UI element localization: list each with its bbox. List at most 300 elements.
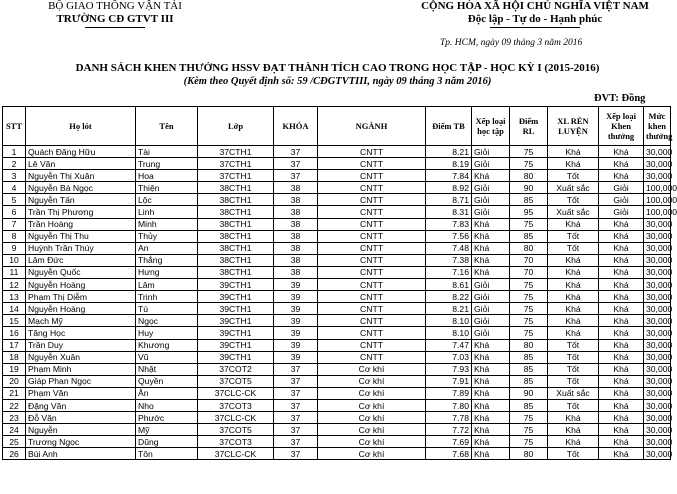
cell-stt: 10 bbox=[3, 254, 26, 266]
cell-conduct-score: 75 bbox=[510, 146, 548, 158]
cell-class: 38CTH1 bbox=[198, 254, 274, 266]
cell-academic-rank: Giỏi bbox=[472, 315, 510, 327]
cell-award-rank: Khá bbox=[599, 399, 644, 411]
nation-motto: Độc lập - Tự do - Hạnh phúc bbox=[467, 13, 603, 25]
cell-gpa: 8.10 bbox=[426, 327, 472, 339]
cell-academic-rank: Khá bbox=[472, 254, 510, 266]
cell-conduct-rank: Tốt bbox=[548, 375, 599, 387]
cell-class: 38CTH1 bbox=[198, 242, 274, 254]
cell-class: 38CTH1 bbox=[198, 230, 274, 242]
column-header: NGÀNH bbox=[318, 107, 426, 146]
cell-academic-rank: Khá bbox=[472, 242, 510, 254]
cell-surname: Nguyễn Bá Ngọc bbox=[26, 182, 136, 194]
cell-conduct-score: 75 bbox=[510, 436, 548, 448]
cell-award-rank: Khá bbox=[599, 387, 644, 399]
cell-stt: 25 bbox=[3, 436, 26, 448]
cell-major: Cơ khí bbox=[318, 363, 426, 375]
cell-conduct-rank: Khá bbox=[548, 266, 599, 278]
nation-name: CỘNG HÒA XÃ HỘI CHỦ NGHĨA VIỆT NAM bbox=[421, 0, 649, 12]
cell-conduct-score: 75 bbox=[510, 327, 548, 339]
document-title: DANH SÁCH KHEN THƯỞNG HSSV ĐẠT THÀNH TÍCH CAO TRONG HỌC TẬP - HỌC KỲ I (2015-2016) bbox=[75, 62, 600, 74]
cell-award-amount: 30,000 bbox=[644, 436, 671, 448]
cell-class: 39CTH1 bbox=[198, 315, 274, 327]
cell-stt: 22 bbox=[3, 399, 26, 411]
cell-class: 37CTH1 bbox=[198, 158, 274, 170]
cell-academic-rank: Giỏi bbox=[472, 182, 510, 194]
cell-award-amount: 30,000 bbox=[644, 158, 671, 170]
cell-academic-rank: Giỏi bbox=[472, 303, 510, 315]
cell-surname: Nguyễn Hoàng bbox=[26, 279, 136, 291]
nation-block bbox=[415, 0, 655, 28]
cell-major: Cơ khí bbox=[318, 387, 426, 399]
award-table bbox=[2, 106, 677, 460]
cell-conduct-rank: Khá bbox=[548, 254, 599, 266]
cell-conduct-rank: Khá bbox=[548, 146, 599, 158]
cell-award-amount: 30,000 bbox=[644, 448, 671, 460]
cell-academic-rank: Khá bbox=[472, 448, 510, 460]
cell-award-amount: 100,000 bbox=[644, 206, 671, 218]
ministry-name: BỘ GIAO THÔNG VẬN TẢI bbox=[48, 0, 182, 12]
column-header: Lớp bbox=[198, 107, 274, 146]
table-row bbox=[3, 291, 671, 303]
currency-unit: ĐVT: Đồng bbox=[594, 93, 646, 104]
cell-major: CNTT bbox=[318, 327, 426, 339]
cell-surname: Trần Duy bbox=[26, 339, 136, 351]
cell-award-rank: Khá bbox=[599, 242, 644, 254]
cell-conduct-score: 90 bbox=[510, 182, 548, 194]
cell-class: 37COT3 bbox=[198, 399, 274, 411]
table-row bbox=[3, 375, 671, 387]
cell-conduct-rank: Khá bbox=[548, 412, 599, 424]
cell-academic-rank: Khá bbox=[472, 218, 510, 230]
cell-gpa: 7.56 bbox=[426, 230, 472, 242]
cell-class: 39CTH1 bbox=[198, 351, 274, 363]
cell-conduct-rank: Tốt bbox=[548, 399, 599, 411]
cell-award-amount: 30,000 bbox=[644, 375, 671, 387]
cell-stt: 3 bbox=[3, 170, 26, 182]
cell-cohort: 37 bbox=[274, 424, 318, 436]
cell-given-name: Hoa bbox=[136, 170, 198, 182]
cell-award-rank: Khá bbox=[599, 351, 644, 363]
cell-academic-rank: Giỏi bbox=[472, 291, 510, 303]
cell-award-amount: 30,000 bbox=[644, 170, 671, 182]
column-header: Mức khen thưởng bbox=[644, 107, 671, 146]
cell-conduct-score: 70 bbox=[510, 266, 548, 278]
cell-conduct-rank: Khá bbox=[548, 218, 599, 230]
table-row bbox=[3, 436, 671, 448]
cell-major: CNTT bbox=[318, 315, 426, 327]
cell-given-name: Trung bbox=[136, 158, 198, 170]
cell-class: 37CLC-CK bbox=[198, 412, 274, 424]
table-row bbox=[3, 158, 671, 170]
cell-award-rank: Khá bbox=[599, 363, 644, 375]
cell-conduct-rank: Tốt bbox=[548, 170, 599, 182]
cell-major: CNTT bbox=[318, 218, 426, 230]
cell-surname: Trương Ngọc bbox=[26, 436, 136, 448]
cell-award-rank: Khá bbox=[599, 146, 644, 158]
cell-surname: Nguyễn Quốc bbox=[26, 266, 136, 278]
cell-cohort: 39 bbox=[274, 351, 318, 363]
cell-given-name: Vũ bbox=[136, 351, 198, 363]
cell-class: 38CTH1 bbox=[198, 194, 274, 206]
cell-stt: 23 bbox=[3, 412, 26, 424]
cell-cohort: 38 bbox=[274, 182, 318, 194]
cell-award-amount: 30,000 bbox=[644, 303, 671, 315]
cell-surname: Nguyễn Xuân bbox=[26, 351, 136, 363]
cell-major: CNTT bbox=[318, 146, 426, 158]
cell-major: CNTT bbox=[318, 242, 426, 254]
cell-given-name: Lâm bbox=[136, 279, 198, 291]
cell-major: CNTT bbox=[318, 339, 426, 351]
cell-award-amount: 30,000 bbox=[644, 399, 671, 411]
cell-award-amount: 30,000 bbox=[644, 339, 671, 351]
cell-gpa: 7.48 bbox=[426, 242, 472, 254]
cell-stt: 18 bbox=[3, 351, 26, 363]
table-row bbox=[3, 194, 671, 206]
cell-surname: Phạm Minh bbox=[26, 363, 136, 375]
cell-conduct-rank: Tốt bbox=[548, 363, 599, 375]
cell-conduct-score: 75 bbox=[510, 279, 548, 291]
cell-award-amount: 30,000 bbox=[644, 424, 671, 436]
cell-surname: Trần Hoàng bbox=[26, 218, 136, 230]
dateline: Tp. HCM, ngày 09 tháng 3 năm 2016 bbox=[440, 38, 583, 48]
cell-cohort: 37 bbox=[274, 399, 318, 411]
cell-major: CNTT bbox=[318, 266, 426, 278]
cell-academic-rank: Giỏi bbox=[472, 158, 510, 170]
cell-stt: 24 bbox=[3, 424, 26, 436]
cell-stt: 2 bbox=[3, 158, 26, 170]
cell-award-amount: 30,000 bbox=[644, 387, 671, 399]
document-subtitle: (Kèm theo Quyết định số: 59 /CĐGTVTIII, ngày 09 tháng 3 năm 2016) bbox=[183, 76, 492, 87]
cell-cohort: 38 bbox=[274, 230, 318, 242]
table-row bbox=[3, 266, 671, 278]
table-row bbox=[3, 399, 671, 411]
cell-surname: Đặng Văn bbox=[26, 399, 136, 411]
cell-major: CNTT bbox=[318, 291, 426, 303]
cell-cohort: 39 bbox=[274, 315, 318, 327]
table-row bbox=[3, 315, 671, 327]
cell-gpa: 7.47 bbox=[426, 339, 472, 351]
cell-academic-rank: Khá bbox=[472, 351, 510, 363]
table-row bbox=[3, 242, 671, 254]
cell-given-name: Trinh bbox=[136, 291, 198, 303]
cell-major: CNTT bbox=[318, 303, 426, 315]
cell-surname: Trần Thị Phương bbox=[26, 206, 136, 218]
cell-class: 37COT2 bbox=[198, 363, 274, 375]
cell-given-name: Lộc bbox=[136, 194, 198, 206]
cell-gpa: 8.71 bbox=[426, 194, 472, 206]
cell-award-rank: Khá bbox=[599, 254, 644, 266]
cell-gpa: 7.72 bbox=[426, 424, 472, 436]
cell-award-rank: Khá bbox=[599, 291, 644, 303]
cell-academic-rank: Khá bbox=[472, 339, 510, 351]
cell-conduct-score: 80 bbox=[510, 242, 548, 254]
cell-class: 38CTH1 bbox=[198, 218, 274, 230]
cell-class: 38CTH1 bbox=[198, 206, 274, 218]
cell-academic-rank: Khá bbox=[472, 375, 510, 387]
cell-conduct-score: 80 bbox=[510, 448, 548, 460]
column-header: Điểm RL bbox=[510, 107, 548, 146]
cell-surname: Huỳnh Trần Thúy bbox=[26, 242, 136, 254]
cell-given-name: Ngọc bbox=[136, 315, 198, 327]
cell-major: CNTT bbox=[318, 170, 426, 182]
cell-surname: Nguyễn bbox=[26, 424, 136, 436]
cell-gpa: 7.78 bbox=[426, 412, 472, 424]
cell-surname: Phạm Văn bbox=[26, 387, 136, 399]
table-row bbox=[3, 206, 671, 218]
cell-stt: 6 bbox=[3, 206, 26, 218]
cell-major: Cơ khí bbox=[318, 375, 426, 387]
cell-class: 37COT3 bbox=[198, 436, 274, 448]
cell-academic-rank: Giỏi bbox=[472, 279, 510, 291]
table-row bbox=[3, 424, 671, 436]
cell-surname: Tăng Học bbox=[26, 327, 136, 339]
cell-award-rank: Khá bbox=[599, 375, 644, 387]
cell-conduct-rank: Tốt bbox=[548, 230, 599, 242]
cell-gpa: 8.31 bbox=[426, 206, 472, 218]
cell-gpa: 8.19 bbox=[426, 158, 472, 170]
cell-given-name: Thắng bbox=[136, 254, 198, 266]
cell-stt: 15 bbox=[3, 315, 26, 327]
cell-award-rank: Giỏi bbox=[599, 194, 644, 206]
cell-award-amount: 30,000 bbox=[644, 242, 671, 254]
column-header: Xếp loại Khen thưởng bbox=[599, 107, 644, 146]
cell-cohort: 39 bbox=[274, 327, 318, 339]
cell-award-amount: 100,000 bbox=[644, 182, 671, 194]
cell-award-amount: 30,000 bbox=[644, 327, 671, 339]
cell-award-amount: 30,000 bbox=[644, 351, 671, 363]
cell-award-rank: Khá bbox=[599, 158, 644, 170]
cell-gpa: 7.91 bbox=[426, 375, 472, 387]
cell-academic-rank: Khá bbox=[472, 424, 510, 436]
cell-given-name: Dũng bbox=[136, 436, 198, 448]
cell-conduct-rank: Khá bbox=[548, 424, 599, 436]
cell-academic-rank: Khá bbox=[472, 266, 510, 278]
column-header: XL RÈN LUYỆN bbox=[548, 107, 599, 146]
cell-stt: 1 bbox=[3, 146, 26, 158]
cell-gpa: 8.10 bbox=[426, 315, 472, 327]
cell-given-name: Hưng bbox=[136, 266, 198, 278]
table-row bbox=[3, 387, 671, 399]
cell-cohort: 37 bbox=[274, 387, 318, 399]
cell-surname: Quách Đăng Hữu bbox=[26, 146, 136, 158]
cell-surname: Nguyễn Hoàng bbox=[26, 303, 136, 315]
table-row bbox=[3, 303, 671, 315]
cell-conduct-rank: Tốt bbox=[548, 194, 599, 206]
cell-given-name: Mỹ bbox=[136, 424, 198, 436]
cell-cohort: 39 bbox=[274, 303, 318, 315]
column-header: KHÓA bbox=[274, 107, 318, 146]
cell-gpa: 7.80 bbox=[426, 399, 472, 411]
cell-class: 37COT5 bbox=[198, 424, 274, 436]
cell-conduct-rank: Tốt bbox=[548, 242, 599, 254]
cell-gpa: 7.89 bbox=[426, 387, 472, 399]
cell-award-rank: Khá bbox=[599, 448, 644, 460]
cell-cohort: 37 bbox=[274, 146, 318, 158]
cell-award-rank: Khá bbox=[599, 327, 644, 339]
cell-conduct-score: 85 bbox=[510, 375, 548, 387]
cell-award-amount: 30,000 bbox=[644, 218, 671, 230]
cell-given-name: Minh bbox=[136, 218, 198, 230]
cell-award-rank: Khá bbox=[599, 412, 644, 424]
cell-cohort: 37 bbox=[274, 436, 318, 448]
cell-conduct-score: 80 bbox=[510, 170, 548, 182]
cell-conduct-rank: Xuất sắc bbox=[548, 182, 599, 194]
cell-academic-rank: Khá bbox=[472, 387, 510, 399]
cell-cohort: 38 bbox=[274, 254, 318, 266]
cell-conduct-score: 85 bbox=[510, 399, 548, 411]
cell-stt: 11 bbox=[3, 266, 26, 278]
cell-academic-rank: Khá bbox=[472, 230, 510, 242]
cell-academic-rank: Giỏi bbox=[472, 194, 510, 206]
cell-stt: 17 bbox=[3, 339, 26, 351]
cell-class: 39CTH1 bbox=[198, 279, 274, 291]
column-header: Họ lót bbox=[26, 107, 136, 146]
cell-award-amount: 30,000 bbox=[644, 363, 671, 375]
cell-award-amount: 30,000 bbox=[644, 146, 671, 158]
cell-class: 38CTH1 bbox=[198, 182, 274, 194]
cell-class: 39CTH1 bbox=[198, 303, 274, 315]
table-row bbox=[3, 254, 671, 266]
cell-award-amount: 30,000 bbox=[644, 291, 671, 303]
column-header: Tên bbox=[136, 107, 198, 146]
cell-cohort: 38 bbox=[274, 218, 318, 230]
cell-given-name: Phước bbox=[136, 412, 198, 424]
cell-conduct-score: 85 bbox=[510, 194, 548, 206]
cell-surname: Giáp Phan Ngọc bbox=[26, 375, 136, 387]
cell-class: 37CTH1 bbox=[198, 146, 274, 158]
issuer-underline bbox=[85, 27, 145, 28]
cell-stt: 4 bbox=[3, 182, 26, 194]
cell-surname: Lâm Đức bbox=[26, 254, 136, 266]
cell-award-rank: Khá bbox=[599, 315, 644, 327]
cell-conduct-rank: Khá bbox=[548, 303, 599, 315]
cell-award-amount: 30,000 bbox=[644, 279, 671, 291]
cell-given-name: Quyền bbox=[136, 375, 198, 387]
cell-gpa: 7.03 bbox=[426, 351, 472, 363]
cell-class: 39CTH1 bbox=[198, 339, 274, 351]
cell-academic-rank: Giỏi bbox=[472, 146, 510, 158]
cell-class: 39CTH1 bbox=[198, 327, 274, 339]
cell-cohort: 38 bbox=[274, 266, 318, 278]
cell-class: 39CTH1 bbox=[198, 291, 274, 303]
cell-given-name: Tú bbox=[136, 303, 198, 315]
cell-major: CNTT bbox=[318, 279, 426, 291]
cell-gpa: 7.38 bbox=[426, 254, 472, 266]
cell-major: Cơ khí bbox=[318, 424, 426, 436]
table-row bbox=[3, 146, 671, 158]
cell-academic-rank: Giỏi bbox=[472, 327, 510, 339]
cell-major: CNTT bbox=[318, 206, 426, 218]
table-row bbox=[3, 339, 671, 351]
cell-given-name: Tôn bbox=[136, 448, 198, 460]
cell-cohort: 39 bbox=[274, 291, 318, 303]
cell-academic-rank: Khá bbox=[472, 412, 510, 424]
cell-award-rank: Khá bbox=[599, 303, 644, 315]
cell-surname: Lê Văn bbox=[26, 158, 136, 170]
cell-stt: 7 bbox=[3, 218, 26, 230]
cell-conduct-score: 90 bbox=[510, 387, 548, 399]
cell-surname: Phạm Thị Diễm bbox=[26, 291, 136, 303]
cell-surname: Nguyễn Thị Xuân bbox=[26, 170, 136, 182]
cell-class: 37CLC-CK bbox=[198, 387, 274, 399]
cell-given-name: Ân bbox=[136, 387, 198, 399]
cell-stt: 13 bbox=[3, 291, 26, 303]
cell-major: CNTT bbox=[318, 182, 426, 194]
cell-conduct-rank: Xuất sắc bbox=[548, 206, 599, 218]
cell-conduct-score: 75 bbox=[510, 315, 548, 327]
cell-class: 37COT5 bbox=[198, 375, 274, 387]
cell-conduct-score: 75 bbox=[510, 158, 548, 170]
table-body bbox=[3, 146, 677, 460]
cell-gpa: 8.22 bbox=[426, 291, 472, 303]
cell-cohort: 37 bbox=[274, 363, 318, 375]
cell-given-name: Thủy bbox=[136, 230, 198, 242]
cell-conduct-rank: Tốt bbox=[548, 351, 599, 363]
cell-gpa: 8.21 bbox=[426, 146, 472, 158]
cell-award-rank: Khá bbox=[599, 230, 644, 242]
cell-major: CNTT bbox=[318, 194, 426, 206]
cell-award-rank: Khá bbox=[599, 424, 644, 436]
cell-surname: Bùi Anh bbox=[26, 448, 136, 460]
cell-award-rank: Giỏi bbox=[599, 206, 644, 218]
cell-cohort: 37 bbox=[274, 158, 318, 170]
cell-given-name: An bbox=[136, 242, 198, 254]
cell-class: 37CTH1 bbox=[198, 170, 274, 182]
cell-surname: Đỗ Văn bbox=[26, 412, 136, 424]
cell-surname: Nguyễn Thị Thu bbox=[26, 230, 136, 242]
cell-award-rank: Khá bbox=[599, 218, 644, 230]
cell-award-rank: Khá bbox=[599, 266, 644, 278]
cell-conduct-rank: Khá bbox=[548, 436, 599, 448]
cell-surname: Nguyễn Tấn bbox=[26, 194, 136, 206]
issuer-block bbox=[40, 0, 190, 28]
table-header-row bbox=[3, 107, 671, 146]
cell-given-name: Thiện bbox=[136, 182, 198, 194]
cell-cohort: 38 bbox=[274, 194, 318, 206]
cell-award-rank: Giỏi bbox=[599, 182, 644, 194]
table-row bbox=[3, 448, 671, 460]
cell-stt: 19 bbox=[3, 363, 26, 375]
cell-academic-rank: Khá bbox=[472, 399, 510, 411]
table-row bbox=[3, 412, 671, 424]
table-row bbox=[3, 230, 671, 242]
table-row bbox=[3, 351, 671, 363]
cell-gpa: 7.84 bbox=[426, 170, 472, 182]
cell-cohort: 38 bbox=[274, 242, 318, 254]
cell-given-name: Huy bbox=[136, 327, 198, 339]
cell-conduct-score: 75 bbox=[510, 218, 548, 230]
cell-gpa: 7.68 bbox=[426, 448, 472, 460]
cell-stt: 20 bbox=[3, 375, 26, 387]
cell-cohort: 37 bbox=[274, 170, 318, 182]
cell-class: 37CLC-CK bbox=[198, 448, 274, 460]
cell-stt: 21 bbox=[3, 387, 26, 399]
cell-stt: 9 bbox=[3, 242, 26, 254]
cell-award-amount: 30,000 bbox=[644, 315, 671, 327]
cell-conduct-rank: Khá bbox=[548, 327, 599, 339]
cell-stt: 14 bbox=[3, 303, 26, 315]
column-header: STT bbox=[3, 107, 26, 146]
cell-award-amount: 30,000 bbox=[644, 412, 671, 424]
column-header: Xếp loại học tập bbox=[472, 107, 510, 146]
cell-conduct-score: 75 bbox=[510, 291, 548, 303]
cell-conduct-score: 85 bbox=[510, 351, 548, 363]
cell-class: 38CTH1 bbox=[198, 266, 274, 278]
cell-stt: 16 bbox=[3, 327, 26, 339]
cell-gpa: 7.16 bbox=[426, 266, 472, 278]
cell-academic-rank: Giỏi bbox=[472, 206, 510, 218]
